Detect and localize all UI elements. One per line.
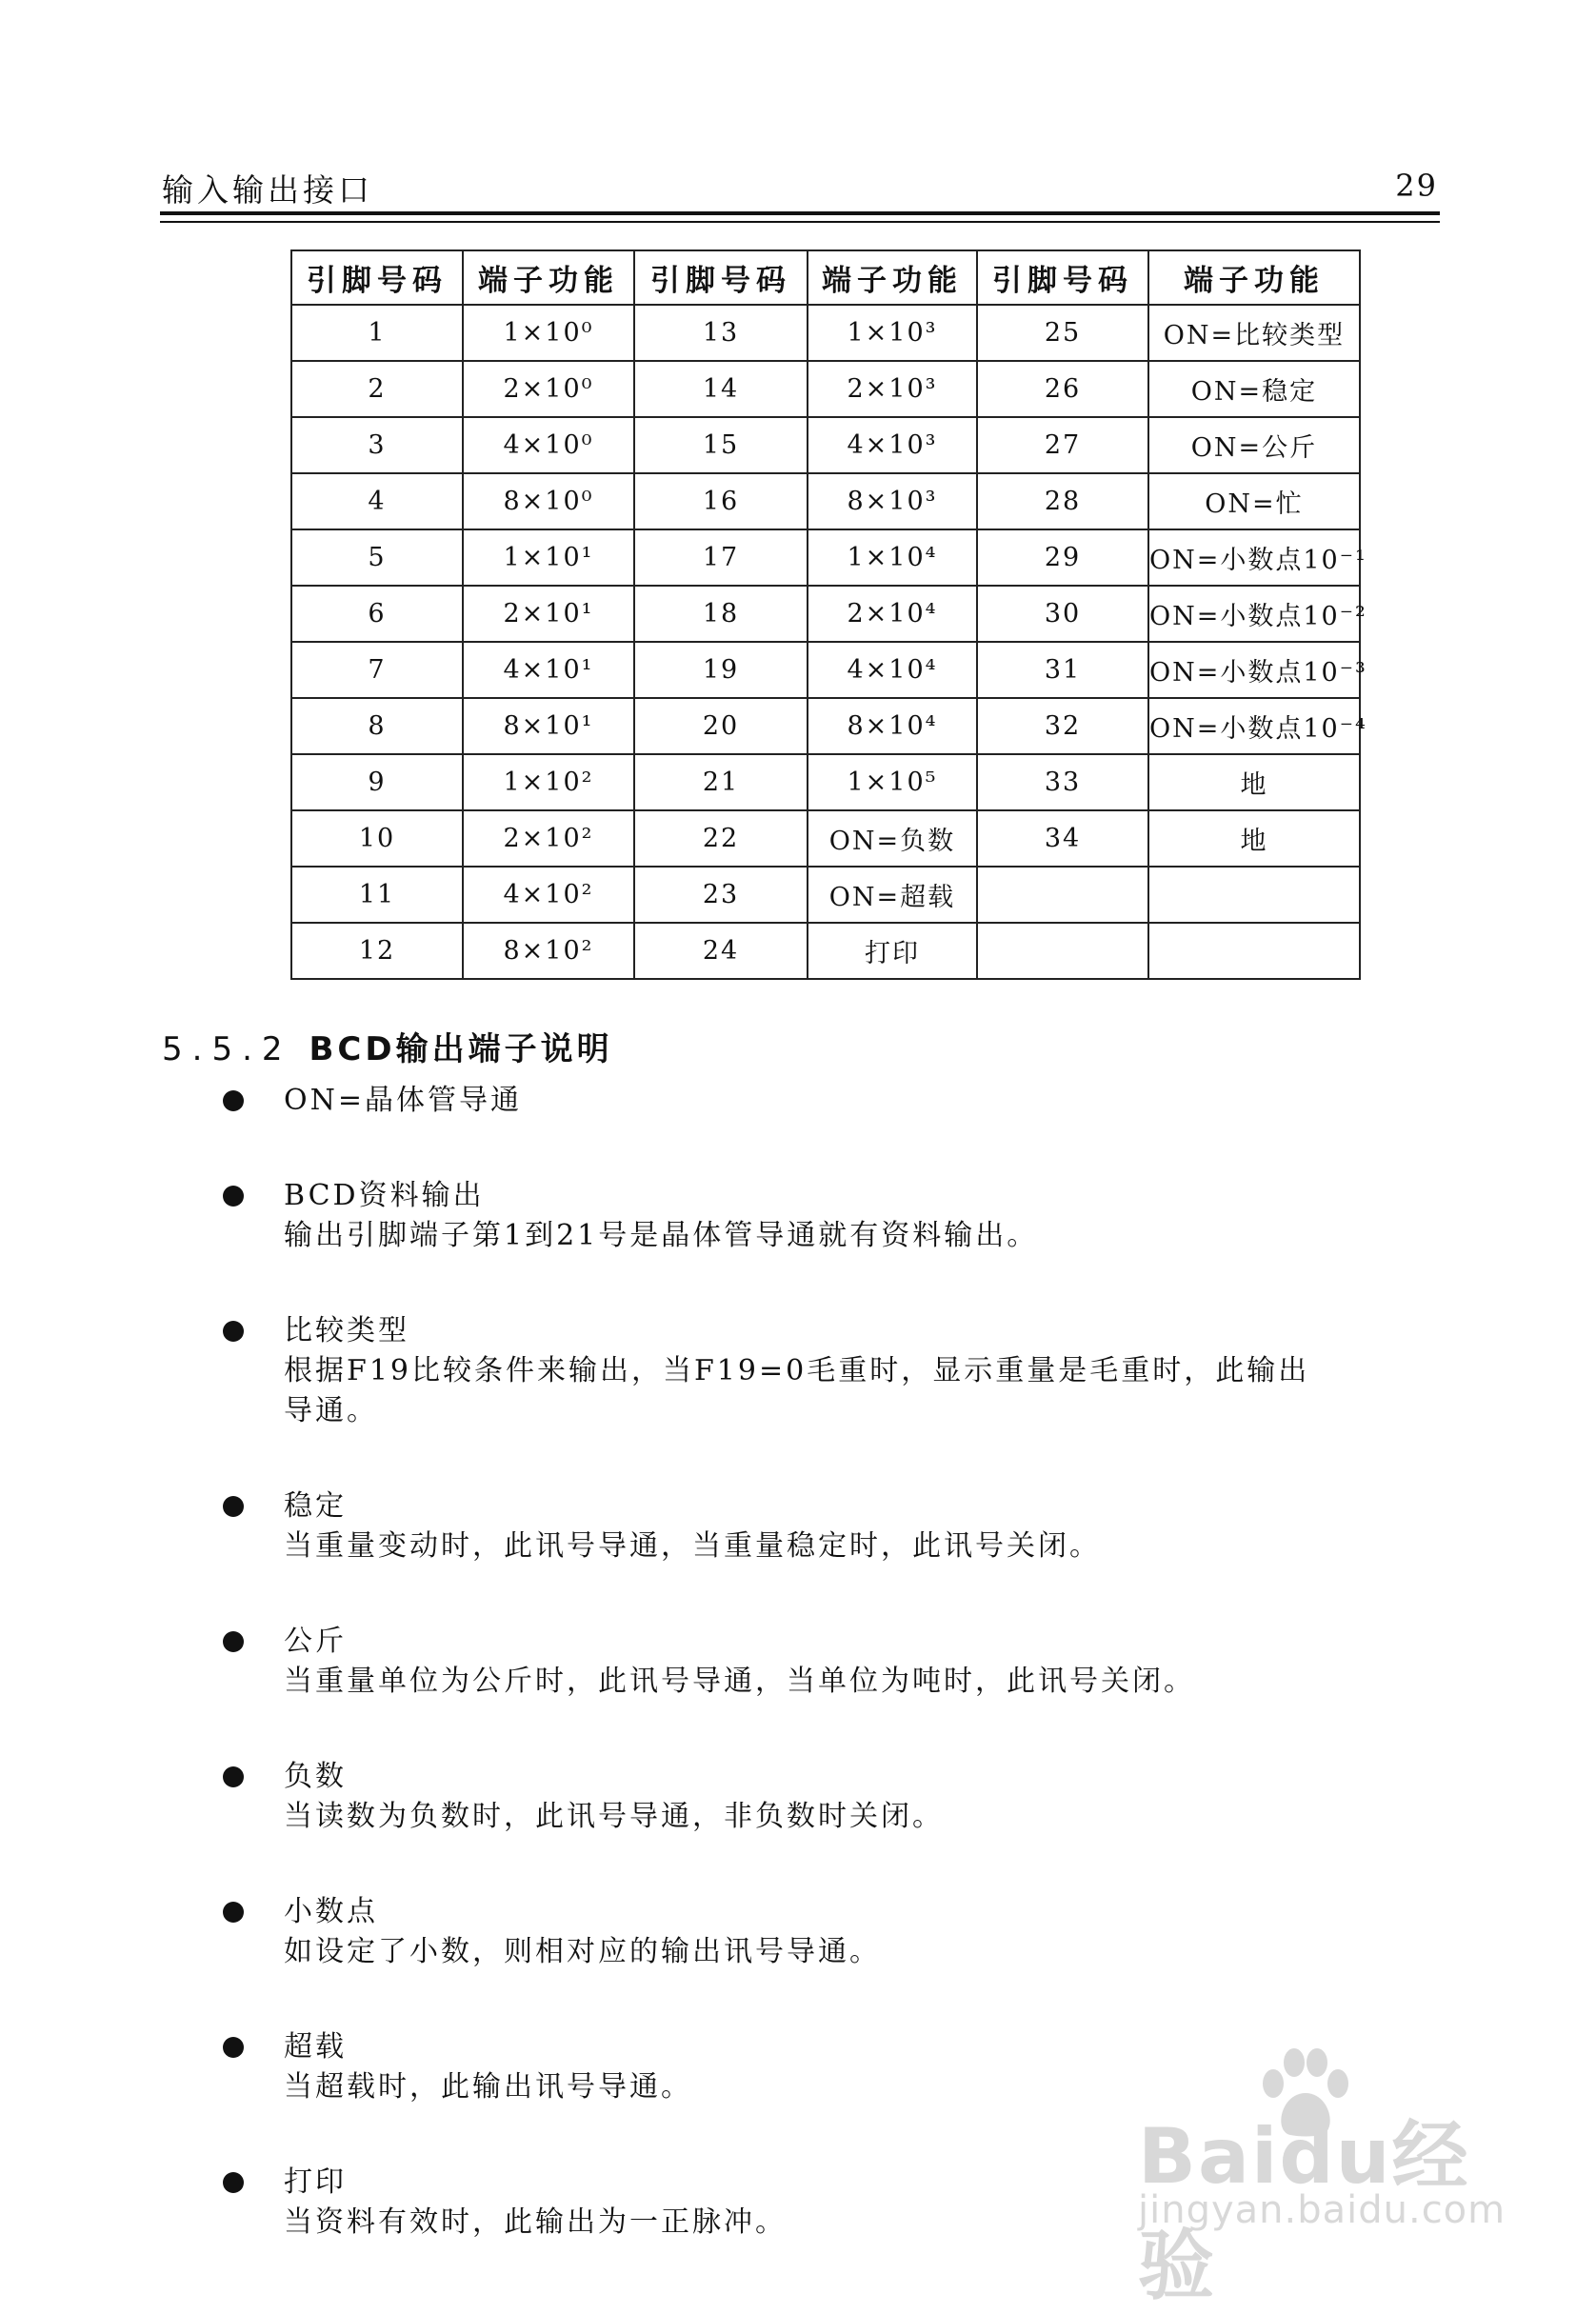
section-title: BCD输出端子说明 [309, 1030, 613, 1068]
table-row [291, 473, 1360, 529]
column-header: 端子功能 [463, 250, 634, 305]
terminal-function-cell: 8×10¹ [463, 698, 634, 754]
terminal-function-cell: 8×10³ [808, 473, 977, 529]
table-row [291, 361, 1360, 417]
pin-number-cell: 23 [634, 867, 808, 923]
pin-number-cell: 12 [291, 923, 463, 979]
pin-number-cell: 20 [634, 698, 808, 754]
item-title: 负数 [284, 1760, 347, 1793]
terminal-function-cell: 4×10¹ [463, 642, 634, 698]
pin-number-cell: 26 [977, 361, 1148, 417]
bullet-icon [223, 1321, 244, 1342]
pin-number-cell: 22 [634, 810, 808, 867]
terminal-function-cell: ON=比较类型 [1148, 305, 1360, 361]
table-row [291, 754, 1360, 810]
terminal-function-cell: 2×10¹ [463, 586, 634, 642]
item-title: 公斤 [284, 1625, 347, 1658]
item-description: 如设定了小数，则相对应的输出讯号导通。 [284, 1935, 881, 1968]
column-header: 端子功能 [1148, 250, 1360, 305]
pin-number-cell: 32 [977, 698, 1148, 754]
terminal-function-cell: 4×10⁰ [463, 417, 634, 473]
column-header: 端子功能 [808, 250, 977, 305]
terminal-function-cell: 2×10⁰ [463, 361, 634, 417]
item-description: 当超载时，此输出讯号导通。 [284, 2070, 692, 2104]
item-description: 输出引脚端子第1到21号是晶体管导通就有资料输出。 [284, 1219, 1039, 1252]
item-title: 打印 [284, 2165, 347, 2199]
bullet-icon [223, 1496, 244, 1517]
terminal-function-cell [1148, 923, 1360, 979]
bullet-icon [223, 1090, 244, 1111]
list-item [219, 1486, 1362, 1566]
column-header: 引脚号码 [291, 250, 463, 305]
pin-function-table [290, 249, 1367, 980]
pin-number-cell: 34 [977, 810, 1148, 867]
list-item [219, 1892, 1362, 1972]
pin-number-cell: 31 [977, 642, 1148, 698]
watermark-url: jingyan.baidu.com [1138, 2188, 1506, 2232]
terminal-function-cell: ON=小数点10⁻² [1148, 586, 1360, 642]
bullet-icon [223, 2037, 244, 2058]
terminal-function-cell: 4×10⁴ [808, 642, 977, 698]
pin-number-cell: 18 [634, 586, 808, 642]
pin-number-cell: 1 [291, 305, 463, 361]
table-body [291, 305, 1367, 979]
terminal-function-cell: 8×10⁰ [463, 473, 634, 529]
pin-number-cell: 16 [634, 473, 808, 529]
table-row [291, 698, 1360, 754]
item-title: BCD资料输出 [284, 1179, 485, 1212]
section-number: 5.5.2 [162, 1030, 292, 1068]
pin-number-cell: 21 [634, 754, 808, 810]
pin-number-cell: 25 [977, 305, 1148, 361]
pin-number-cell: 29 [977, 529, 1148, 586]
terminal-function-cell: ON=忙 [1148, 473, 1360, 529]
baidu-watermark [1128, 2047, 1509, 2310]
terminal-function-cell: ON=小数点10⁻¹ [1148, 529, 1360, 586]
table-row [291, 867, 1360, 923]
pin-number-cell: 14 [634, 361, 808, 417]
pin-number-cell: 28 [977, 473, 1148, 529]
terminal-function-cell: 8×10⁴ [808, 698, 977, 754]
table-row [291, 810, 1360, 867]
pin-number-cell: 15 [634, 417, 808, 473]
item-description: 当重量变动时，此讯号导通，当重量稳定时，此讯号关闭。 [284, 1529, 1101, 1563]
pin-number-cell: 4 [291, 473, 463, 529]
item-title: 小数点 [284, 1895, 378, 1928]
bullet-icon [223, 1631, 244, 1652]
terminal-function-cell: 1×10³ [808, 305, 977, 361]
header-rule-thick [160, 211, 1440, 215]
terminal-function-cell: 2×10³ [808, 361, 977, 417]
pin-number-cell: 13 [634, 305, 808, 361]
bullet-icon [223, 1902, 244, 1923]
table-row [291, 417, 1360, 473]
pin-number-cell: 19 [634, 642, 808, 698]
terminal-function-cell: 地 [1148, 754, 1360, 810]
pin-number-cell [977, 867, 1148, 923]
item-description: 根据F19比较条件来输出，当F19=0毛重时，显示重量是毛重时，此输出导通。 [284, 1354, 1310, 1427]
table-header-row [291, 250, 1360, 305]
terminal-function-cell: 8×10² [463, 923, 634, 979]
pin-number-cell: 6 [291, 586, 463, 642]
column-header: 引脚号码 [634, 250, 808, 305]
pin-number-cell [977, 923, 1148, 979]
terminal-function-cell: 2×10² [463, 810, 634, 867]
terminal-function-cell: 1×10² [463, 754, 634, 810]
terminal-function-cell: 地 [1148, 810, 1360, 867]
terminal-function-cell: 2×10⁴ [808, 586, 977, 642]
pin-number-cell: 27 [977, 417, 1148, 473]
pin-number-cell: 5 [291, 529, 463, 586]
terminal-function-cell: ON=稳定 [1148, 361, 1360, 417]
terminal-function-cell: 1×10⁰ [463, 305, 634, 361]
terminal-function-cell: 1×10⁵ [808, 754, 977, 810]
table-row [291, 529, 1360, 586]
bullet-icon [223, 1186, 244, 1207]
item-description: 当重量单位为公斤时，此讯号导通，当单位为吨时，此讯号关闭。 [284, 1665, 1195, 1698]
header-title: 输入输出接口 [162, 171, 373, 209]
item-title: ON=晶体管导通 [284, 1084, 522, 1117]
item-description: 当资料有效时，此输出为一正脉冲。 [284, 2205, 787, 2239]
pin-number-cell: 2 [291, 361, 463, 417]
pin-number-cell: 17 [634, 529, 808, 586]
terminal-function-cell: ON=超载 [808, 867, 977, 923]
pin-number-cell: 11 [291, 867, 463, 923]
terminal-function-cell: 4×10³ [808, 417, 977, 473]
list-item [219, 1757, 1362, 1837]
list-item [219, 1176, 1362, 1256]
header-rule-thin [160, 221, 1440, 223]
page-header [162, 162, 1438, 209]
list-item [219, 1081, 1362, 1121]
pin-number-cell: 33 [977, 754, 1148, 810]
table-row [291, 586, 1360, 642]
terminal-function-cell: 打印 [808, 923, 977, 979]
pin-number-cell: 7 [291, 642, 463, 698]
terminal-function-cell: ON=负数 [808, 810, 977, 867]
column-header: 引脚号码 [977, 250, 1148, 305]
table-row [291, 305, 1360, 361]
pin-number-cell: 9 [291, 754, 463, 810]
watermark-brand: Baidu经验 [1138, 2112, 1470, 2310]
bullet-icon [223, 2172, 244, 2193]
list-item [219, 1622, 1362, 1702]
table-row [291, 642, 1360, 698]
section-heading [162, 1023, 613, 1069]
list-item [219, 1311, 1362, 1431]
table-row [291, 923, 1360, 979]
item-title: 超载 [284, 2030, 347, 2064]
item-title: 比较类型 [284, 1314, 409, 1347]
terminal-function-cell: 1×10⁴ [808, 529, 977, 586]
terminal-function-cell: 4×10² [463, 867, 634, 923]
pin-number-cell: 8 [291, 698, 463, 754]
terminal-function-cell [1148, 867, 1360, 923]
item-description: 当读数为负数时，此讯号导通，非负数时关闭。 [284, 1800, 944, 1833]
bullet-icon [223, 1766, 244, 1787]
terminal-function-cell: ON=小数点10⁻³ [1148, 642, 1360, 698]
pin-number-cell: 10 [291, 810, 463, 867]
item-title: 稳定 [284, 1489, 347, 1523]
pin-number-cell: 24 [634, 923, 808, 979]
terminal-function-cell: 1×10¹ [463, 529, 634, 586]
pin-number-cell: 3 [291, 417, 463, 473]
page-number: 29 [1395, 168, 1438, 204]
terminal-function-cell: ON=小数点10⁻⁴ [1148, 698, 1360, 754]
terminal-function-cell: ON=公斤 [1148, 417, 1360, 473]
pin-number-cell: 30 [977, 586, 1148, 642]
